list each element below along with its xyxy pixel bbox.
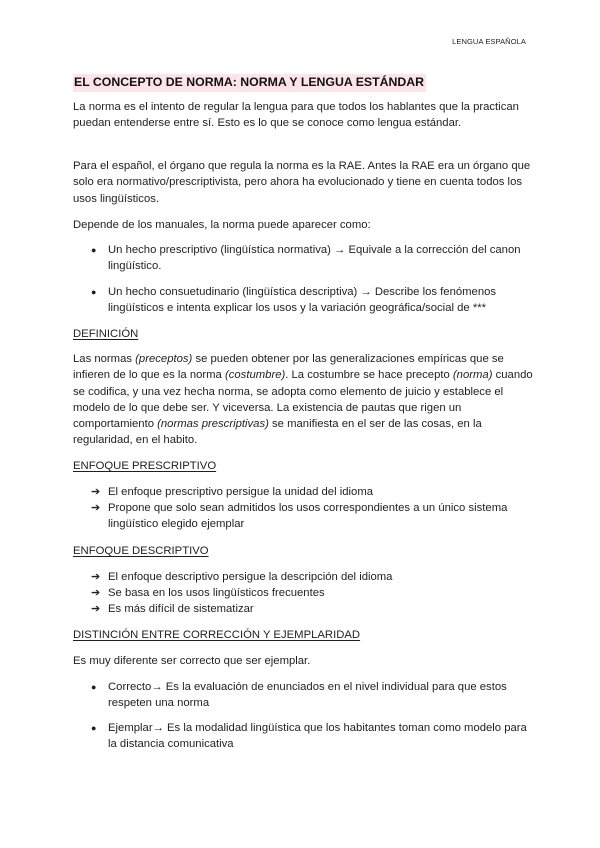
section-heading-prescriptivo: ENFOQUE PRESCRIPTIVO bbox=[73, 460, 217, 472]
list-item-text: Se basa en los usos lingüísticos frecuentes bbox=[108, 587, 325, 599]
section-heading-descriptivo: ENFOQUE DESCRIPTIVO bbox=[73, 545, 209, 557]
list-item bbox=[91, 500, 531, 533]
arrow-icon: ➔ bbox=[91, 587, 101, 599]
list-item-text: Un hecho consuetudinario (lingüística descriptiva) → Describe los fenómenos lingüísticos e intenta explicar los usos y la variación geográfica/social de *** bbox=[108, 286, 497, 315]
section-heading-definicion: DEFINICIÓN bbox=[73, 328, 139, 340]
bullet-icon: ● bbox=[91, 245, 97, 255]
intro-paragraph-1: La norma es el intento de regular la lengua para que todos los hablantes que la practican puedan entenderse entre sí. Esto es lo que se conoce como lengua estándar. bbox=[73, 101, 519, 130]
page-header: LENGUA ESPAÑOLA bbox=[452, 37, 526, 46]
list-item bbox=[91, 284, 531, 317]
list-item bbox=[91, 679, 531, 712]
list-item-text: Es más difícil de sistematizar bbox=[108, 603, 254, 615]
arrow-icon: ➔ bbox=[91, 571, 101, 583]
list-item bbox=[91, 720, 531, 753]
intro-paragraph-2: Para el español, el órgano que regula la norma es la RAE. Antes la RAE era un órgano que solo era normativo/prescriptivista, pero ahora ha evolucionado y tiene en cuenta todos los usos lingüísticos. bbox=[73, 160, 531, 205]
list-item bbox=[91, 242, 531, 275]
bullet-icon: ● bbox=[91, 287, 97, 297]
arrow-icon: ➔ bbox=[91, 502, 101, 514]
list-item bbox=[91, 569, 531, 585]
list-item-text: Un hecho prescriptivo (lingüística normativa) → Equivale a la corrección del canon lingüístico. bbox=[108, 244, 521, 273]
arrow-icon: ➔ bbox=[91, 603, 101, 615]
bullet-icon: ● bbox=[91, 723, 97, 733]
list-item-text: El enfoque descriptivo persigue la descripción del idioma bbox=[108, 571, 393, 583]
list-item-text: El enfoque prescriptivo persigue la unidad del idioma bbox=[108, 486, 374, 498]
list-item bbox=[91, 484, 531, 500]
distincion-intro: Es muy diferente ser correcto que ser ejemplar. bbox=[73, 655, 311, 667]
list-item bbox=[91, 585, 531, 601]
intro-paragraph-3: Depende de los manuales, la norma puede aparecer como: bbox=[73, 219, 371, 231]
arrow-icon: ➔ bbox=[91, 486, 101, 498]
list-item-text: Ejemplar→ Es la modalidad lingüística que los habitantes toman como modelo para la distancia comunicativa bbox=[108, 722, 527, 751]
definition-paragraph: Las normas (preceptos) se pueden obtener por las generalizaciones empíricas que se infieren de lo que es la norma (costumbre). La costumbre se hace precepto (norma) cuando se codifica, y una vez hecha norma, se adopta como elemento de juicio y establece el modelo de lo que debe ser. Y viceversa. La existencia de pautas que rigen un comportamiento (normas prescriptivas) se manifiesta en el ser de las cosas, en la regularidad, en el habito. bbox=[73, 353, 533, 447]
list-item-text: Correcto→ Es la evaluación de enunciados en el nivel individual para que estos respeten una norma bbox=[108, 681, 507, 710]
bullet-icon: ● bbox=[91, 682, 97, 692]
document-title: EL CONCEPTO DE NORMA: NORMA Y LENGUA ESTÁNDAR bbox=[73, 74, 426, 92]
list-item bbox=[91, 601, 531, 617]
section-heading-distincion: DISTINCIÓN ENTRE CORRECCIÓN Y EJEMPLARIDAD bbox=[73, 629, 361, 641]
list-item-text: Propone que solo sean admitidos los usos correspondientes a un único sistema lingüístico elegido ejemplar bbox=[108, 502, 508, 531]
